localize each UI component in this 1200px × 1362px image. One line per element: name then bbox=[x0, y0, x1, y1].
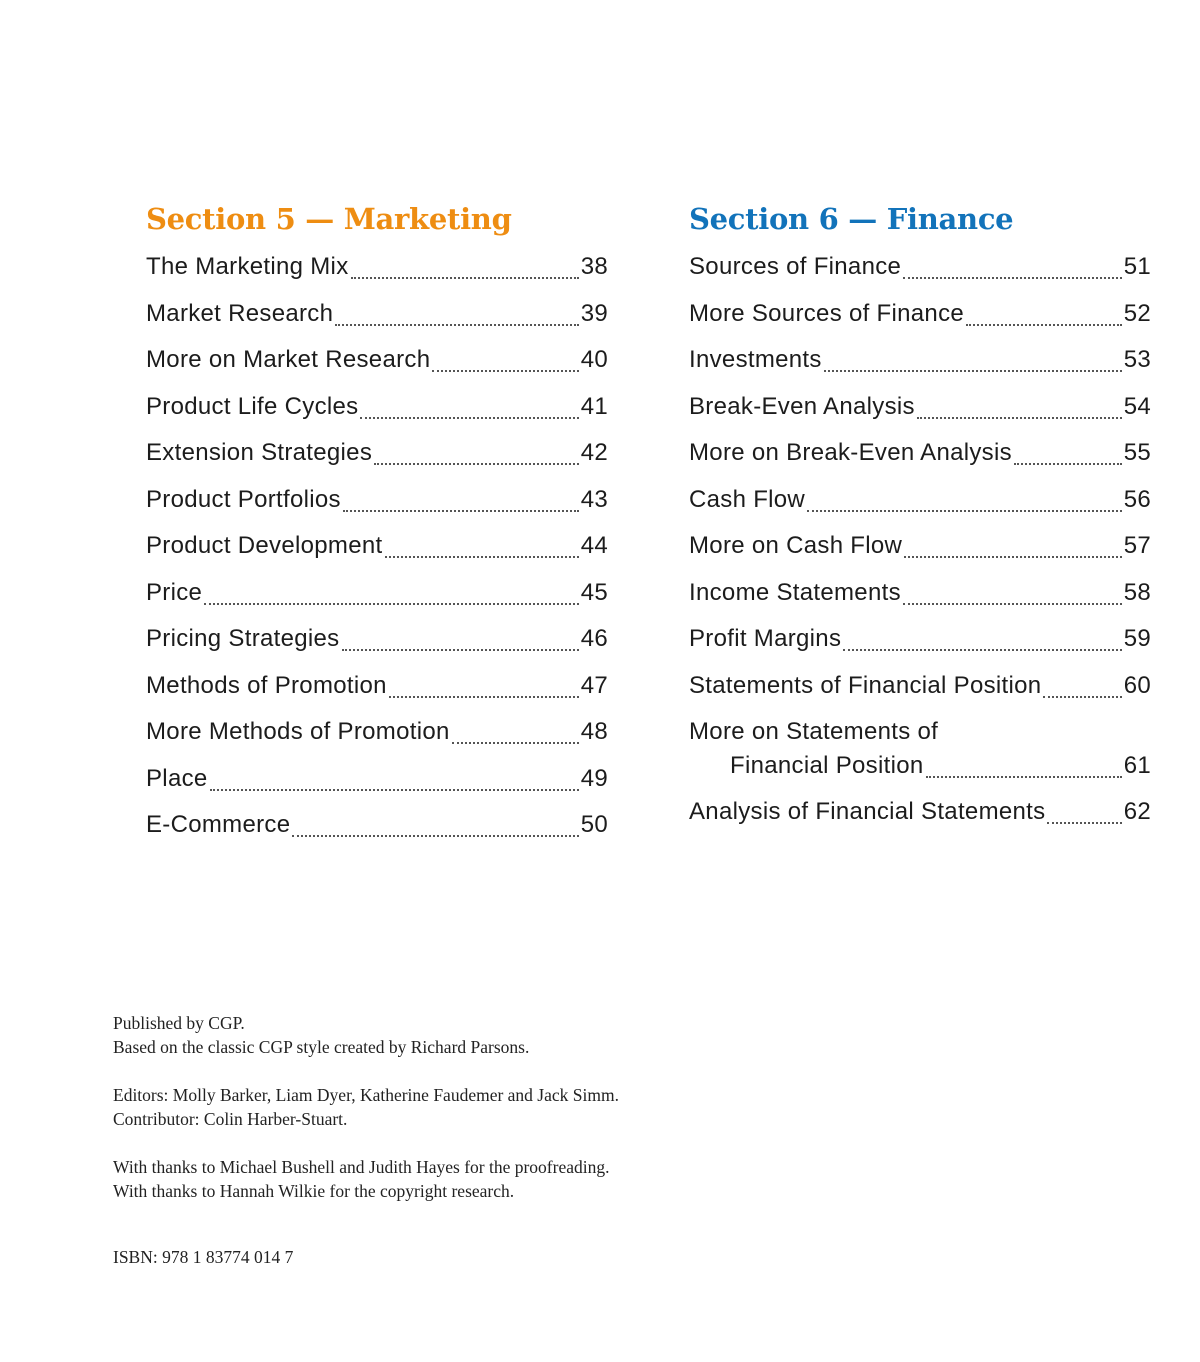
toc-entry[interactable] bbox=[689, 789, 1151, 836]
toc-entry[interactable] bbox=[689, 616, 1151, 663]
toc-entry-label: More on Market Research bbox=[146, 346, 431, 374]
toc-entry-label: Break-Even Analysis bbox=[689, 392, 915, 420]
toc-entry-label: Pricing Strategies bbox=[146, 625, 340, 653]
toc-entry-page: 48 bbox=[580, 718, 608, 746]
toc-entry-page: 53 bbox=[1123, 346, 1151, 374]
toc-entry-label: Profit Margins bbox=[689, 625, 842, 653]
dot-leader bbox=[360, 409, 578, 419]
toc-entry-label: More Methods of Promotion bbox=[146, 718, 450, 746]
toc-entry-page: 41 bbox=[580, 392, 608, 420]
toc-entry[interactable] bbox=[146, 756, 608, 803]
toc-entry[interactable] bbox=[689, 337, 1151, 384]
toc-entry-label: Investments bbox=[689, 346, 822, 374]
toc-entry[interactable] bbox=[689, 244, 1151, 291]
dot-leader bbox=[351, 269, 579, 279]
toc-entry[interactable] bbox=[689, 477, 1151, 524]
toc-entry-label-continued: Financial Position bbox=[730, 752, 924, 779]
toc-entry-page: 57 bbox=[1123, 532, 1151, 560]
dot-leader bbox=[389, 688, 579, 698]
dot-leader bbox=[452, 734, 579, 744]
toc-entry-label: More Sources of Finance bbox=[689, 299, 965, 327]
toc-entry-page: 47 bbox=[580, 671, 608, 699]
dot-leader bbox=[824, 362, 1122, 372]
toc-entry-page: 40 bbox=[580, 346, 608, 374]
toc-entry-label: Methods of Promotion bbox=[146, 671, 387, 699]
toc-entry[interactable] bbox=[689, 430, 1151, 477]
toc-entry-label: More on Cash Flow bbox=[689, 532, 903, 560]
dot-leader bbox=[292, 827, 578, 837]
dot-leader bbox=[807, 502, 1122, 512]
toc-entry[interactable] bbox=[146, 244, 608, 291]
toc-entry-page: 42 bbox=[580, 439, 608, 467]
dot-leader bbox=[903, 269, 1122, 279]
contributor: Contributor: Colin Harber-Stuart. bbox=[113, 1109, 348, 1129]
dot-leader bbox=[343, 502, 579, 512]
toc-entry-page: 59 bbox=[1123, 625, 1151, 653]
toc-entry-label: Place bbox=[146, 764, 208, 792]
toc-entry-page: 61 bbox=[1123, 752, 1151, 779]
dot-leader bbox=[342, 641, 579, 651]
dot-leader bbox=[926, 768, 1122, 778]
toc-entry-label: More on Break-Even Analysis bbox=[689, 439, 1012, 467]
toc-entry-label: Product Development bbox=[146, 532, 383, 560]
toc-entry-page: 39 bbox=[580, 299, 608, 327]
dot-leader bbox=[385, 548, 579, 558]
toc-entry-page: 54 bbox=[1123, 392, 1151, 420]
toc-entry[interactable] bbox=[689, 384, 1151, 431]
toc-entry-page: 62 bbox=[1123, 798, 1151, 826]
toc-entry[interactable] bbox=[146, 477, 608, 524]
based-on: Based on the classic CGP style created by Richard Parsons. bbox=[113, 1037, 530, 1057]
toc-entry-label: Sources of Finance bbox=[689, 253, 902, 281]
dot-leader bbox=[904, 548, 1122, 558]
toc-entry[interactable] bbox=[146, 337, 608, 384]
toc-entry-page: 52 bbox=[1123, 299, 1151, 327]
section-6-title: Section 6 — Finance bbox=[689, 202, 1014, 236]
dot-leader bbox=[432, 362, 578, 372]
toc-entry-label: Market Research bbox=[146, 299, 334, 327]
toc-entry[interactable] bbox=[689, 663, 1151, 710]
toc-entry-label: Product Life Cycles bbox=[146, 392, 359, 420]
toc-entry-label: Statements of Financial Position bbox=[689, 671, 1042, 699]
toc-entry[interactable] bbox=[146, 616, 608, 663]
toc-entry[interactable] bbox=[146, 802, 608, 849]
toc-entry-page: 43 bbox=[580, 485, 608, 513]
toc-entry-label: Product Portfolios bbox=[146, 485, 341, 513]
dot-leader bbox=[917, 409, 1122, 419]
toc-entry-label: Analysis of Financial Statements bbox=[689, 798, 1046, 826]
section-6-entries bbox=[689, 244, 1151, 836]
dot-leader bbox=[903, 595, 1122, 605]
editors: Editors: Molly Barker, Liam Dyer, Katherine Faudemer and Jack Simm. bbox=[113, 1085, 619, 1105]
toc-entry-label: Cash Flow bbox=[689, 485, 806, 513]
toc-entry[interactable] bbox=[146, 384, 608, 431]
dot-leader bbox=[335, 316, 578, 326]
credits-block bbox=[113, 1011, 619, 1269]
toc-entry[interactable] bbox=[146, 663, 608, 710]
dot-leader bbox=[1043, 688, 1121, 698]
thanks-proofreading: With thanks to Michael Bushell and Judith Hayes for the proofreading. bbox=[113, 1157, 610, 1177]
toc-entry[interactable] bbox=[689, 709, 1151, 789]
toc-entry-page: 45 bbox=[580, 578, 608, 606]
toc-entry-page: 38 bbox=[580, 253, 608, 281]
dot-leader bbox=[374, 455, 579, 465]
dot-leader bbox=[1047, 814, 1121, 824]
toc-section-6 bbox=[689, 196, 1151, 836]
toc-entry-label: The Marketing Mix bbox=[146, 253, 349, 281]
dot-leader bbox=[966, 316, 1122, 326]
toc-entry[interactable] bbox=[146, 523, 608, 570]
toc-entry-page: 58 bbox=[1123, 578, 1151, 606]
section-5-title: Section 5 — Marketing bbox=[146, 202, 512, 236]
toc-entry-page: 56 bbox=[1123, 485, 1151, 513]
toc-entry[interactable] bbox=[146, 570, 608, 617]
toc-entry[interactable] bbox=[689, 291, 1151, 338]
toc-entry-page: 55 bbox=[1123, 439, 1151, 467]
dot-leader bbox=[204, 595, 579, 605]
section-5-entries bbox=[146, 244, 608, 849]
toc-entry-page: 44 bbox=[580, 532, 608, 560]
toc-entry-label: Price bbox=[146, 578, 203, 606]
dot-leader bbox=[1014, 455, 1122, 465]
dot-leader bbox=[210, 781, 579, 791]
toc-entry-page: 49 bbox=[580, 764, 608, 792]
toc-entry-page: 46 bbox=[580, 625, 608, 653]
dot-leader bbox=[843, 641, 1121, 651]
toc-entry-label: More on Statements of bbox=[689, 718, 939, 745]
isbn: ISBN: 978 1 83774 014 7 bbox=[113, 1247, 294, 1267]
thanks-copyright: With thanks to Hannah Wilkie for the copyright research. bbox=[113, 1181, 515, 1201]
toc-entry-label: Income Statements bbox=[689, 578, 901, 606]
toc-entry[interactable] bbox=[146, 430, 608, 477]
published-by: Published by CGP. bbox=[113, 1013, 245, 1033]
toc-entry-page: 60 bbox=[1123, 671, 1151, 699]
toc-entry-page: 51 bbox=[1123, 253, 1151, 281]
toc-entry-page: 50 bbox=[580, 811, 608, 839]
toc-entry-label: Extension Strategies bbox=[146, 439, 373, 467]
toc-entry[interactable] bbox=[146, 709, 608, 756]
toc-entry-label: E-Commerce bbox=[146, 811, 291, 839]
toc-entry[interactable] bbox=[689, 523, 1151, 570]
toc-section-5 bbox=[146, 196, 608, 849]
toc-entry[interactable] bbox=[146, 291, 608, 338]
toc-entry[interactable] bbox=[689, 570, 1151, 617]
